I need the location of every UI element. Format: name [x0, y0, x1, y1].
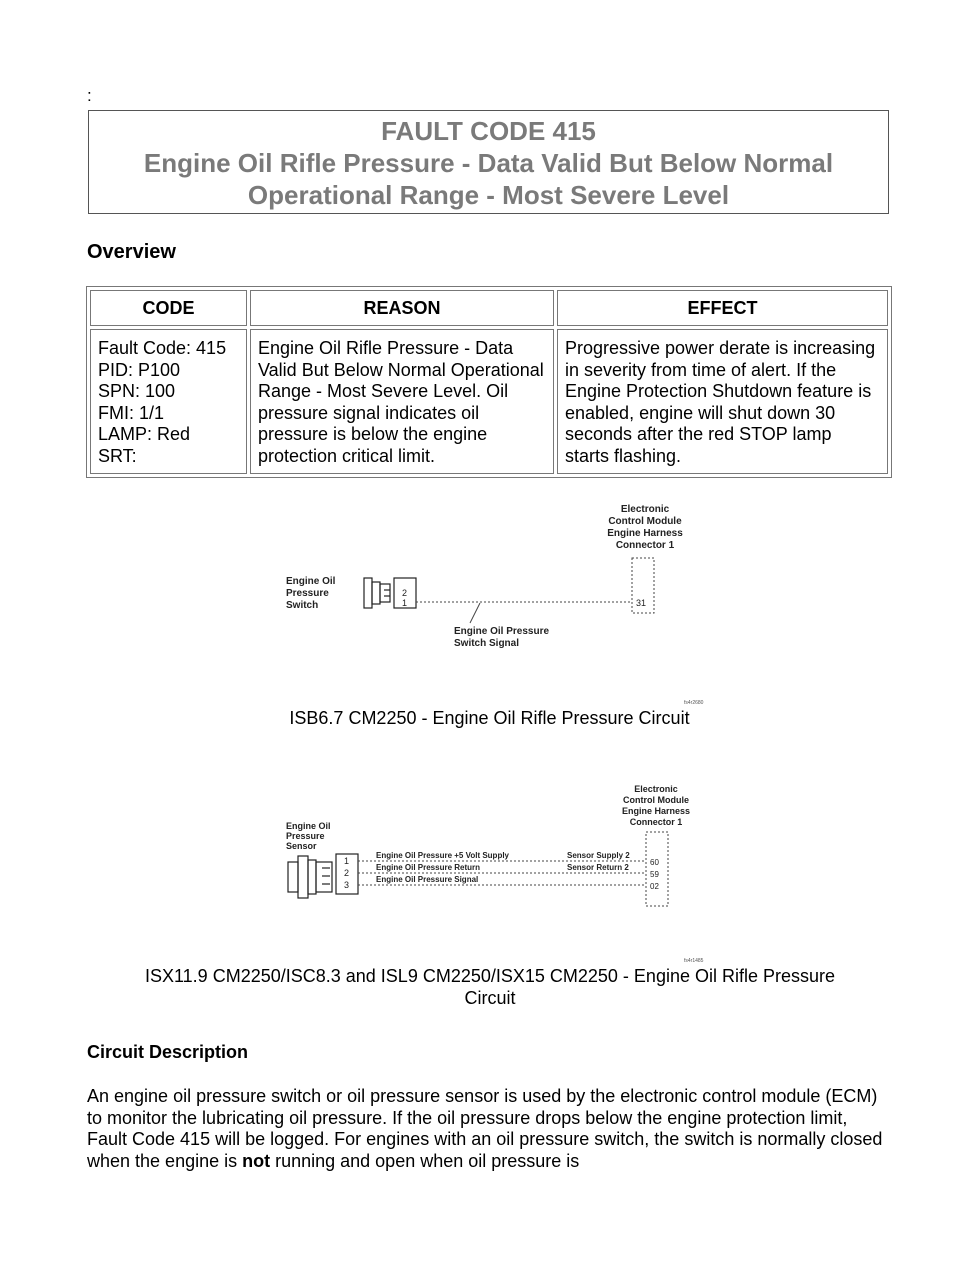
signal-label-line: Switch Signal	[454, 638, 520, 649]
sensor-label-line: Engine Oil	[286, 576, 336, 587]
header-code: CODE	[90, 290, 247, 326]
leading-colon: :	[87, 86, 92, 105]
code-line: LAMP: Red	[98, 424, 191, 444]
paragraph-text: running and open when oil pressure is	[270, 1150, 580, 1171]
fault-title-line-3: Operational Range - Most Severe Level	[247, 180, 730, 210]
ecm-wire-label: Sensor Return 2	[567, 863, 629, 872]
header-effect: EFFECT	[557, 290, 888, 326]
code-line: PID: P100	[98, 359, 181, 380]
sensor-label-line: Sensor	[286, 841, 317, 851]
figure-id: fs4r1485	[684, 958, 704, 964]
effect-cell: Progressive power derate is increasing in severity from time of alert. If the Engine Protection Shutdown feature is enabled, engine will shut down 30 seconds after the red STOP lamp starts flashing.	[557, 329, 888, 474]
ecm-pin: 59	[650, 870, 659, 879]
figure-id: fs4r2680	[684, 700, 704, 706]
code-cell	[90, 329, 247, 474]
code-line: FMI: 1/1	[98, 402, 165, 423]
ecm-wire-label: Sensor Supply 2	[567, 851, 630, 860]
circuit-description-paragraph	[87, 1086, 887, 1172]
wire-label: Engine Oil Pressure Signal	[376, 875, 479, 884]
ecm-pin: 31	[636, 598, 647, 608]
sensor-label-line: Switch	[286, 600, 319, 611]
sensor-pin: 3	[344, 880, 350, 890]
circuit-description-heading: Circuit Description	[87, 1042, 249, 1062]
ecm-label-line: Engine Harness	[607, 528, 683, 539]
signal-label-line: Engine Oil Pressure	[454, 626, 550, 637]
fault-title-line-2: Engine Oil Rifle Pressure - Data Valid But Below Normal	[143, 148, 834, 178]
sensor-circuit-diagram	[280, 780, 720, 965]
switch-circuit-diagram	[280, 498, 720, 708]
fault-code-title: FAULT CODE 415	[381, 116, 596, 146]
overview-heading: Overview	[87, 241, 176, 263]
code-line: SRT:	[98, 445, 137, 466]
ecm-label-line: Electronic	[620, 504, 670, 515]
ecm-label-line: Connector 1	[615, 540, 675, 551]
wire-label: Engine Oil Pressure Return	[376, 863, 481, 872]
ecm-label-line: Engine Harness	[621, 806, 691, 816]
ecm-pin: 02	[650, 882, 659, 891]
ecm-label-line: Connector 1	[629, 817, 683, 827]
switch-pin: 2	[402, 588, 408, 598]
ecm-connector	[646, 832, 668, 906]
switch-pin: 1	[402, 598, 408, 608]
fault-title-box	[88, 110, 889, 214]
leader-line	[470, 603, 480, 623]
paragraph-text: An engine oil pressure switch or oil pressure sensor is used by the electronic control module (ECM) to monitor the lubricating oil pressure. If the oil pressure drops below the engine protection limit, Fault Code 415 will be logged. For engines with an oil pressure switch, the switch is normally closed when the engine is	[87, 1086, 883, 1171]
sensor-label-line: Pressure	[286, 831, 325, 841]
figure-2-caption: ISX11.9 CM2250/ISC8.3 and ISL9 CM2250/ISX15 CM2250 - Engine Oil Rifle Pressure Circuit	[144, 966, 836, 1008]
paragraph-bold: not	[242, 1150, 271, 1171]
header-reason: REASON	[250, 290, 554, 326]
sensor-label-line: Engine Oil	[286, 821, 331, 831]
code-line: Fault Code: 415	[98, 338, 227, 358]
reason-cell: Engine Oil Rifle Pressure - Data Valid But Below Normal Operational Range - Most Severe Level. Oil pressure signal indicates oil pressure is below the engine protection critical limit.	[250, 329, 554, 474]
ecm-pin: 60	[650, 858, 659, 867]
sensor-pin: 1	[344, 856, 350, 866]
overview-table	[86, 286, 892, 478]
code-line: SPN: 100	[98, 381, 176, 401]
wire-label: Engine Oil Pressure +5 Volt Supply	[376, 851, 509, 860]
sensor-pin: 2	[344, 868, 350, 878]
pressure-switch-icon	[364, 578, 416, 608]
sensor-label-line: Pressure	[286, 588, 329, 599]
figure-1-caption: ISB6.7 CM2250 - Engine Oil Rifle Pressure Circuit	[289, 708, 690, 728]
ecm-label-line: Control Module	[608, 516, 682, 527]
ecm-label-line: Electronic	[634, 784, 678, 794]
ecm-label-line: Control Module	[623, 795, 689, 805]
